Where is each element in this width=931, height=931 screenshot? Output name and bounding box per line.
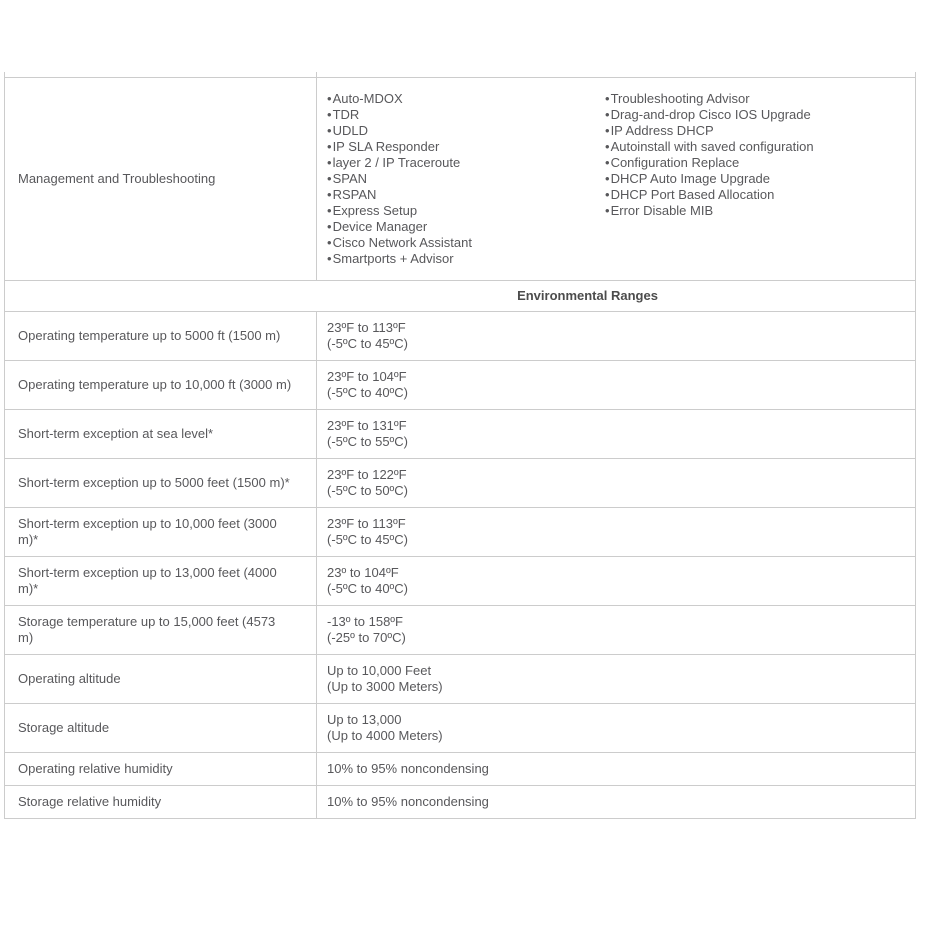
feature-item (327, 107, 605, 123)
spec-value-line: (Up to 4000 Meters) (327, 727, 443, 743)
feature-label: DHCP Auto Image Upgrade (610, 170, 771, 186)
bullet-icon: • (605, 122, 610, 138)
bullet-icon: • (327, 106, 332, 122)
spec-label: Storage relative humidity (5, 785, 317, 818)
feature-label: Configuration Replace (610, 154, 740, 170)
table-row (5, 654, 916, 703)
feature-item (327, 219, 605, 235)
feature-item (605, 91, 814, 107)
management-label: Management and Troubleshooting (5, 77, 317, 280)
spec-value-line: 23ºF to 122ºF (327, 466, 407, 482)
feature-label: Smartports + Advisor (332, 250, 454, 266)
bullet-icon: • (327, 218, 332, 234)
bullet-icon: • (327, 250, 332, 266)
spec-label: Storage altitude (5, 703, 317, 752)
feature-item (327, 139, 605, 155)
management-features-cell (317, 77, 916, 280)
bullet-icon: • (327, 170, 332, 186)
feature-item (605, 155, 814, 171)
feature-item (605, 123, 814, 139)
spec-label: Operating relative humidity (5, 752, 317, 785)
feature-label: IP Address DHCP (610, 122, 714, 138)
bullet-icon: • (605, 106, 610, 122)
spec-value (317, 752, 916, 785)
table-row (5, 458, 916, 507)
bullet-icon: • (605, 154, 610, 170)
feature-item (327, 235, 605, 251)
feature-label: TDR (332, 106, 360, 122)
feature-label: IP SLA Responder (332, 138, 440, 154)
spec-label: Storage temperature up to 15,000 feet (4573 m) (5, 605, 317, 654)
spec-value (317, 360, 916, 409)
feature-label: Troubleshooting Advisor (610, 90, 750, 106)
feature-list-2 (605, 91, 814, 219)
spec-value-line: -13º to 158ºF (327, 613, 403, 629)
feature-item (605, 107, 814, 123)
bullet-icon: • (605, 138, 610, 154)
spec-value-line: 23ºF to 104ºF (327, 368, 407, 384)
table-row (5, 311, 916, 360)
feature-item (605, 139, 814, 155)
spec-value-line: 10% to 95% noncondensing (327, 793, 489, 809)
table-row (5, 507, 916, 556)
spec-value (317, 703, 916, 752)
bullet-icon: • (327, 122, 332, 138)
spec-value-line: 23ºF to 113ºF (327, 515, 406, 531)
bullet-icon: • (327, 234, 332, 250)
feature-item (327, 187, 605, 203)
spec-value (317, 458, 916, 507)
spec-value (317, 409, 916, 458)
bullet-icon: • (327, 186, 332, 202)
feature-item (327, 155, 605, 171)
spec-label: Operating temperature up to 5000 ft (1500 m) (5, 311, 317, 360)
spec-value-line: Up to 13,000 (327, 711, 402, 727)
feature-label: UDLD (332, 122, 368, 138)
feature-label: Express Setup (332, 202, 418, 218)
management-row (5, 77, 916, 280)
spec-value (317, 605, 916, 654)
spec-label: Operating altitude (5, 654, 317, 703)
feature-label: Cisco Network Assistant (332, 234, 472, 250)
bullet-icon: • (327, 90, 332, 106)
spec-value (317, 654, 916, 703)
bullet-icon: • (327, 202, 332, 218)
table-row (5, 785, 916, 818)
feature-label: Error Disable MIB (610, 202, 714, 218)
spec-label: Short-term exception up to 13,000 feet (4000 m)* (5, 556, 317, 605)
feature-label: Device Manager (332, 218, 428, 234)
feature-label: Auto-MDOX (332, 90, 403, 106)
table-row (5, 752, 916, 785)
feature-list-1 (327, 91, 605, 267)
section-header-title: Environmental Ranges (5, 280, 916, 311)
spec-label: Operating temperature up to 10,000 ft (3000 m) (5, 360, 317, 409)
spec-value-line: 23º to 104ºF (327, 564, 399, 580)
spec-value-line: (Up to 3000 Meters) (327, 678, 443, 694)
feature-item (327, 171, 605, 187)
feature-columns (327, 91, 905, 267)
feature-item (327, 251, 605, 267)
spec-value (317, 311, 916, 360)
feature-label: layer 2 / IP Traceroute (332, 154, 461, 170)
spec-table (4, 72, 916, 819)
section-header-row (5, 280, 916, 311)
spec-value-line: (-5ºC to 45ºC) (327, 335, 409, 351)
feature-item (605, 203, 814, 219)
table-row (5, 360, 916, 409)
bullet-icon: • (605, 90, 610, 106)
spec-value-line: 10% to 95% noncondensing (327, 760, 489, 776)
spec-label: Short-term exception up to 10,000 feet (3000 m)* (5, 507, 317, 556)
feature-label: DHCP Port Based Allocation (610, 186, 775, 202)
bullet-icon: • (605, 170, 610, 186)
spec-value-line: 23ºF to 113ºF (327, 319, 406, 335)
spec-value (317, 785, 916, 818)
feature-item (327, 203, 605, 219)
spec-value-line: 23ºF to 131ºF (327, 417, 407, 433)
bullet-icon: • (327, 138, 332, 154)
spec-value (317, 556, 916, 605)
spec-label: Short-term exception up to 5000 feet (1500 m)* (5, 458, 317, 507)
feature-item (327, 123, 605, 139)
feature-label: SPAN (332, 170, 367, 186)
spec-value-line: (-5ºC to 55ºC) (327, 433, 409, 449)
env-rows (5, 311, 916, 818)
feature-item (327, 91, 605, 107)
table-row (5, 409, 916, 458)
feature-label: Drag-and-drop Cisco IOS Upgrade (610, 106, 811, 122)
spec-value-line: (-5ºC to 40ºC) (327, 580, 409, 596)
spec-value-line: (-5ºC to 50ºC) (327, 482, 409, 498)
feature-label: RSPAN (332, 186, 377, 202)
table-row (5, 605, 916, 654)
table-row (5, 556, 916, 605)
spec-value-line: (-5ºC to 45ºC) (327, 531, 409, 547)
table-row (5, 703, 916, 752)
bullet-icon: • (327, 154, 332, 170)
spec-value-line: Up to 10,000 Feet (327, 662, 432, 678)
bullet-icon: • (605, 202, 610, 218)
spec-value-line: (-25º to 70ºC) (327, 629, 406, 645)
feature-label: Autoinstall with saved configuration (610, 138, 814, 154)
spec-label: Short-term exception at sea level* (5, 409, 317, 458)
spec-value-line: (-5ºC to 40ºC) (327, 384, 409, 400)
feature-item (605, 187, 814, 203)
feature-item (605, 171, 814, 187)
spec-value (317, 507, 916, 556)
bullet-icon: • (605, 186, 610, 202)
